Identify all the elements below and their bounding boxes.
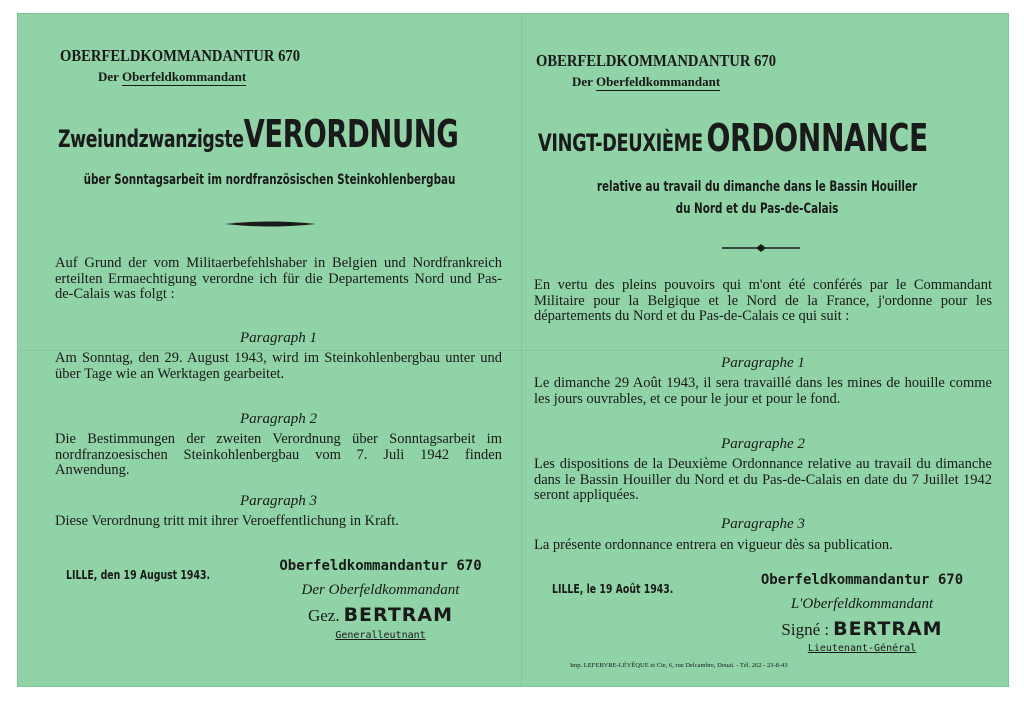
german-paragraph-3-heading: Paragraph 3 — [239, 493, 318, 509]
french-paragraph-1-heading: Paragraphe 1 — [721, 355, 805, 371]
poster — [18, 14, 1008, 686]
french-subtitle-line1: relative au travail du dimanche dans le Bassin Houiller — [596, 179, 918, 195]
french-paragraph-1-text: Le dimanche 29 Août 1943, il sera travaillé dans les mines de houille comme les jours ouvrables, et ce pour le jour et pour le fond. — [534, 375, 992, 407]
french-signature-name: BERTRAM — [833, 618, 943, 640]
german-signature-role: Der Oberfeldkommandant — [301, 582, 460, 598]
french-subtitle-line2: du Nord et du Pas-de-Calais — [675, 201, 839, 217]
french-paragraph-3-heading: Paragraphe 3 — [721, 516, 805, 532]
german-date-line: LILLE, den 19 August 1943. — [66, 568, 211, 582]
german-header-underlined: Oberfeldkommandant — [121, 69, 247, 84]
french-header-line2 — [572, 74, 720, 90]
german-paragraph-2-heading: Paragraph 2 — [239, 411, 318, 427]
german-divider-ornament — [223, 214, 318, 234]
french-signature-rank: Lieutenant-Général — [807, 643, 917, 654]
french-header-line1: OBERFELDKOMMANDANTUR 670 — [536, 51, 777, 70]
french-title-prefix: VINGT-DEUXIÈME — [538, 129, 703, 157]
french-paragraph-2-heading: Paragraphe 2 — [721, 436, 805, 452]
french-divider-ornament — [720, 238, 802, 258]
german-signature-name: BERTRAM — [343, 604, 454, 626]
german-title-prefix: Zweiundzwanzigste — [58, 125, 244, 153]
german-header-line2 — [98, 69, 246, 85]
german-preamble: Auf Grund der vom Militaerbefehlshaber in Belgien und Nordfrankreich erteilten Ermaechtigung verordne ich für die Departements Nord und Pas-de-Calais was folgt : — [55, 255, 502, 302]
fold-line — [18, 350, 1008, 351]
german-signature-org: Oberfeldkommandantur 670 — [279, 558, 482, 574]
french-preamble: En vertu des pleins pouvoirs qui m'ont été conférés par le Commandant Militaire pour la Belgique et le Nord de la France, j'ordonne pour les départements du Nord et du Pas-de-Calais ce qui suit : — [534, 277, 992, 324]
german-title — [58, 112, 458, 156]
french-paragraph-3-text: La présente ordonnance entrera en vigueur dès sa publication. — [534, 537, 893, 553]
french-header-underlined: Oberfeldkommandant — [595, 74, 721, 89]
german-paragraph-2-text: Die Bestimmungen der zweiten Verordnung über Sonntagsarbeit im nordfranzoesischen Steinkohlenbergbau vom 7. Juli 1942 finden Anwendung. — [55, 431, 502, 478]
german-subtitle: über Sonntagsarbeit im nordfranzösischen Steinkohlenbergbau — [83, 172, 456, 188]
german-signature-rank: Generalleutnant — [335, 630, 426, 641]
german-paragraph-3-text: Diese Verordnung tritt mit ihrer Veroeffentlichung in Kraft. — [55, 513, 399, 529]
french-signature-role: L'Oberfeldkommandant — [790, 596, 934, 612]
french-date-line: LILLE, le 19 Août 1943. — [552, 582, 674, 596]
french-signature — [727, 618, 997, 640]
french-signature-prefix: Signé : — [781, 620, 830, 639]
german-header-der: Der — [98, 69, 122, 84]
french-title — [538, 116, 928, 160]
german-paragraph-1-heading: Paragraph 1 — [239, 330, 318, 346]
german-header-line1: OBERFELDKOMMANDANTUR 670 — [60, 46, 301, 65]
printer-imprint: Imp. LEFEBVRE-LÉVÊQUE et Cie, 6, rue Delcambre, Douai. - Tél. 262 - 23-8-43 — [570, 662, 788, 669]
french-title-main: ORDONNANCE — [706, 116, 928, 160]
german-paragraph-1-text: Am Sonntag, den 29. August 1943, wird im Steinkohlenbergbau unter und über Tage wie an Werktagen gearbeitet. — [55, 350, 502, 382]
german-signature — [253, 604, 508, 626]
german-title-main: VERORDNUNG — [243, 112, 459, 156]
french-header-der: Der — [572, 74, 596, 89]
french-paragraph-2-text: Les dispositions de la Deuxième Ordonnance relative au travail du dimanche dans le Bassin Houiller du Nord et du Pas-de-Calais en date du 7 Juillet 1942 seront appliquées. — [534, 456, 992, 503]
french-signature-org: Oberfeldkommandantur 670 — [760, 572, 964, 588]
german-signature-prefix: Gez. — [307, 606, 340, 625]
